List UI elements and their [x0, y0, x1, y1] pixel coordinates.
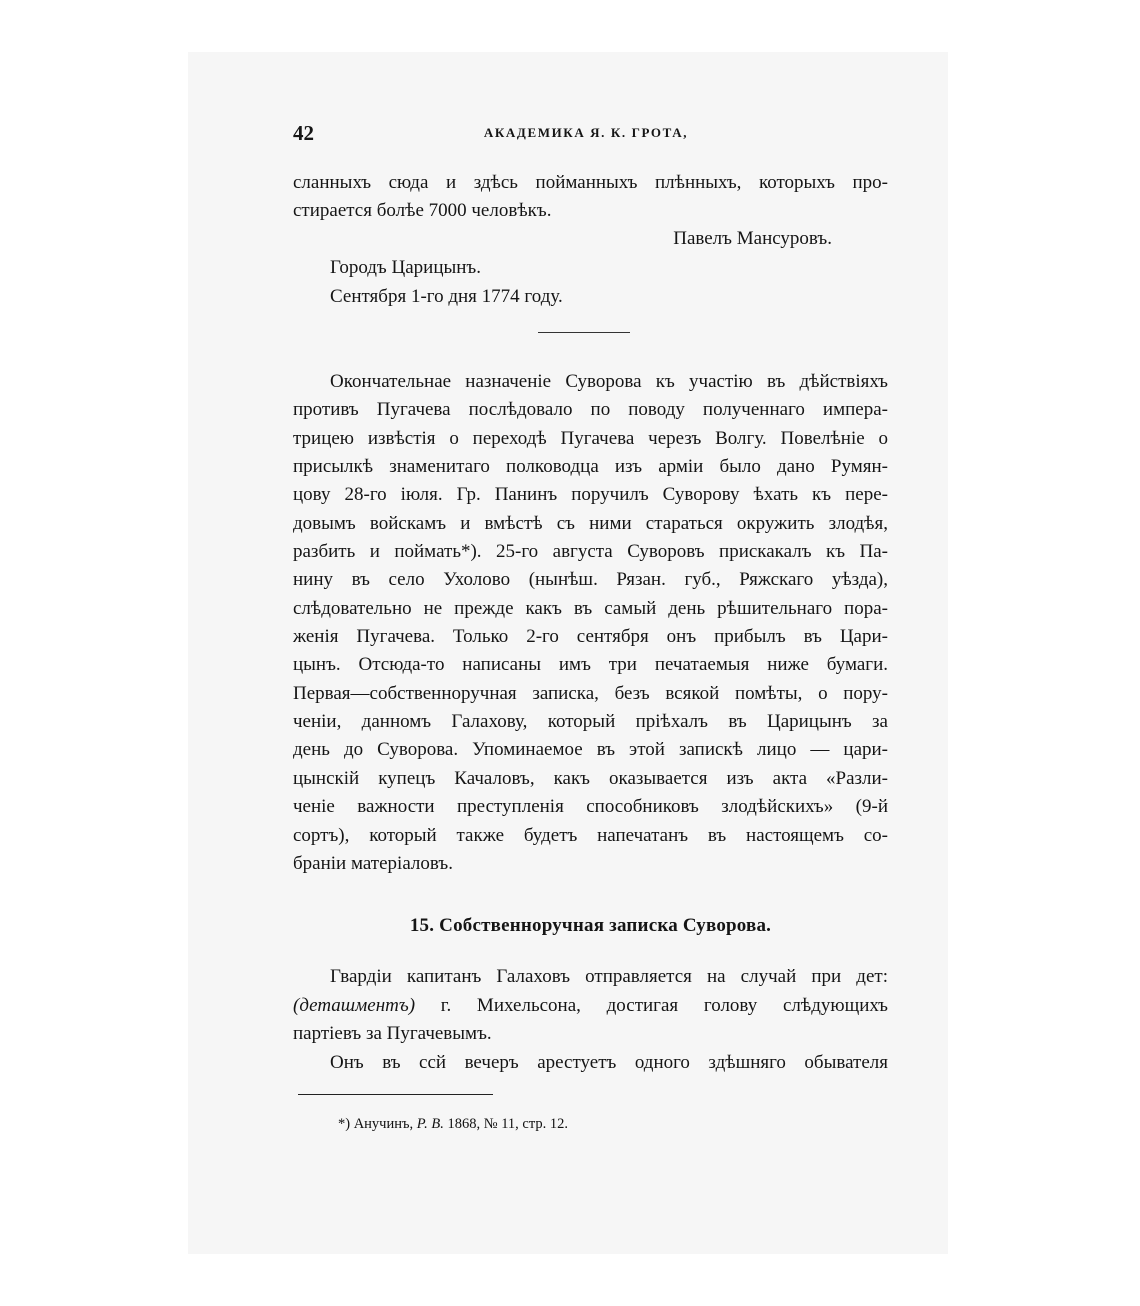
letter-line: партіевъ за Пугачевымъ. [293, 1023, 492, 1045]
commentary-line: присылкѣ знаменитаго полководца изъ арміи было дано Румян- [293, 456, 888, 478]
commentary-line: цынскій купецъ Качаловъ, какъ оказывается изъ акта «Разли- [293, 767, 888, 789]
running-head: АКАДЕМИКА Я. К. ГРОТА, [483, 125, 689, 140]
letter-line [293, 992, 888, 1021]
place-line: Городъ Царицынъ. [330, 257, 482, 278]
commentary-line: нину въ село Ухолово (нынѣш. Рязан. губ., Ряжскаго уѣзда), [293, 569, 888, 591]
continuation-line: стирается болѣе 7000 человѣкъ. [293, 200, 552, 221]
letter-line: Онъ въ ссй вечеръ арестуетъ одного здѣшняго обывателя [330, 1052, 888, 1074]
footnote [338, 1114, 568, 1134]
continuation-line: сланныхъ сюда и здѣсь пойманныхъ плѣнныхъ, которыхъ про- [293, 172, 888, 193]
footnote-divider [298, 1094, 493, 1095]
commentary-line: слѣдовательно не прежде какъ въ самый день рѣшительнаго пора- [293, 597, 888, 619]
footnote-journal: Р. В. [416, 1116, 444, 1132]
commentary-line: Окончательнае назначеніе Суворова къ участію въ дѣйствіяхъ [330, 371, 888, 392]
commentary-line: Первая—собственноручная записка, безъ всякой помѣты, о пору- [293, 682, 888, 704]
section-divider [538, 332, 630, 333]
signature: Павелъ Мансуровъ. [673, 228, 832, 249]
detachment-term: (деташментъ) [293, 994, 416, 1016]
commentary-line: сортъ), который также будетъ напечатанъ въ настоящемъ со- [293, 824, 888, 846]
commentary-line: женія Пугачева. Только 2-го сентября онъ прибылъ въ Цари- [293, 626, 888, 648]
continuation-paragraph [293, 169, 888, 225]
commentary-line: цову 28-го іюля. Гр. Панинъ поручилъ Суворову ѣхать къ пере- [293, 484, 888, 506]
letter-line-text: г. Михельсона, достигая голову слѣдующихъ [415, 994, 888, 1016]
commentary-line: ченіе важности преступленія способниковъ злодѣйскихъ» (9-й [293, 796, 888, 818]
commentary-paragraph [293, 368, 888, 878]
commentary-line: день до Суворова. Упоминаемое въ этой запискѣ лицо — цари- [293, 739, 888, 761]
footnote-suffix: 1868, № 11, стр. 12. [443, 1116, 569, 1132]
commentary-line: разбить и поймать*). 25-го августа Суворовъ прискакалъ къ Па- [293, 541, 888, 563]
commentary-line: трицею извѣстія о переходѣ Пугачева черезъ Волгу. Повелѣніе о [293, 427, 888, 449]
commentary-line: противъ Пугачева послѣдовало по поводу полученнаго импера- [293, 399, 888, 421]
commentary-line: довымъ войскамъ и вмѣстѣ съ ними стараться окружить злодѣя, [293, 512, 888, 534]
letter-line: Гвардіи капитанъ Галаховъ отправляется на случай при дет: [330, 966, 888, 987]
letter-paragraph [293, 963, 888, 1078]
commentary-line: ченіи, данномъ Галахову, который пріѣхалъ въ Царицынъ за [293, 711, 888, 733]
commentary-line: цынъ. Отсюда-то написаны имъ три печатаемыя ниже бумаги. [293, 654, 888, 676]
footnote-prefix: *) Анучинъ, [338, 1116, 417, 1132]
commentary-line: браніи матеріаловъ. [293, 852, 453, 874]
section-heading: 15. Собственноручная записка Суворова. [409, 915, 772, 936]
page-number: 42 [293, 121, 314, 145]
date-line: Сентября 1-го дня 1774 году. [330, 286, 563, 307]
